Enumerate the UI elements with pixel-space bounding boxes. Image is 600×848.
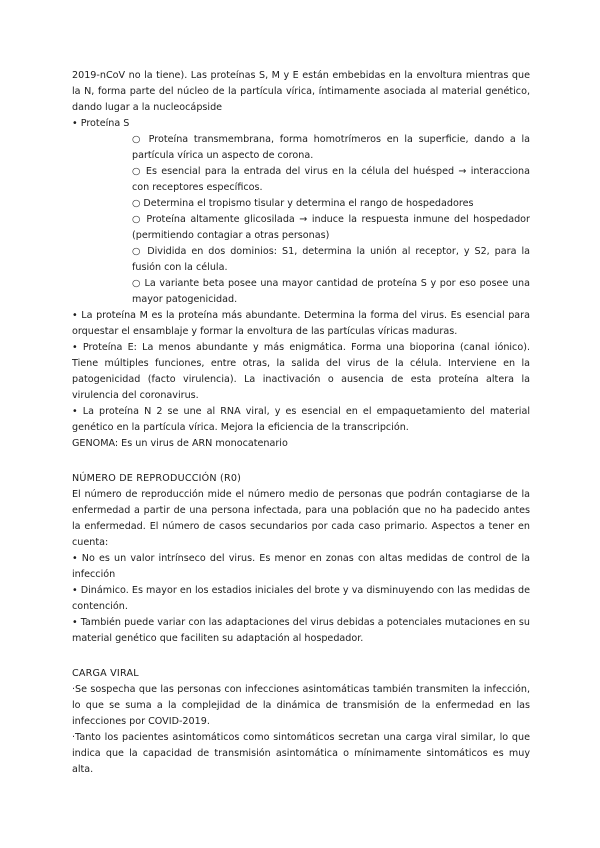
genome-line: GENOMA: Es un virus de ARN monocatenario (72, 438, 288, 449)
protein-s-title: • Proteína S (72, 118, 130, 129)
r0-bullet: • También puede variar con las adaptaciones del virus debidas a potenciales mutaciones en su material genético que faciliten su adaptación al hospedador. (72, 617, 530, 644)
viral-load-paragraph: ·Se sospecha que las personas con infecciones asintomáticas también transmiten la infección, lo que se suma a la complejidad de la dinámica de transmisión de la enfermedad en las infecciones por COVID-2019. (72, 684, 530, 727)
viral-load-heading: CARGA VIRAL (72, 668, 139, 679)
r0-bullet: • No es un valor intrínseco del virus. Es menor en zonas con altas medidas de control de la infección (72, 553, 530, 580)
protein-s-item: ○ Proteína transmembrana, forma homotrímeros en la superficie, dando a la partícula vírica un aspecto de corona. (132, 134, 530, 161)
r0-bullet: • Dinámico. Es mayor en los estadios iniciales del brote y va disminuyendo con las medidas de contención. (72, 585, 530, 612)
r0-heading: NÚMERO DE REPRODUCCIÓN (R0) (72, 473, 242, 484)
protein-s-item: ○ Dividida en dos dominios: S1, determina la unión al receptor, y S2, para la fusión con la célula. (132, 246, 530, 273)
protein-s-item: ○ Es esencial para la entrada del virus en la célula del huésped → interacciona con receptores específicos. (132, 166, 530, 193)
protein-n-bullet: • La proteína N 2 se une al RNA viral, y es esencial en el empaquetamiento del material genético en la partícula vírica. Mejora la eficiencia de la transcripción. (72, 406, 530, 433)
protein-s-item: ○ Determina el tropismo tisular y determina el rango de hospedadores (132, 198, 474, 209)
r0-paragraph: El número de reproducción mide el número medio de personas que podrán contagiarse de la enfermedad a partir de una persona infectada, para una población que no ha padecido antes la enfermedad. El número de casos secundarios por cada caso primario. Aspectos a tener en cuenta: (72, 489, 530, 548)
intro-paragraph: 2019-nCoV no la tiene). Las proteínas S, M y E están embebidas en la envoltura mientras que la N, forma parte del núcleo de la partícula vírica, íntimamente asociada al material genético, dando lugar a la nucleocápside (72, 70, 530, 113)
protein-s-item: ○ Proteína altamente glicosilada → induce la respuesta inmune del hospedador (permitiendo contagiar a otras personas) (132, 214, 530, 241)
protein-e-bullet: • Proteína E: La menos abundante y más enigmática. Forma una bioporina (canal iónico). Tiene múltiples funciones, entre otras, la salida del virus de la célula. Interviene en la patogenicidad (facto virulencia). La inactivación o ausencia de esta proteína altera la virulencia del coronavirus. (72, 342, 530, 401)
protein-m-bullet: • La proteína M es la proteína más abundante. Determina la forma del virus. Es esencial para orquestar el ensamblaje y formar la envoltura de las partículas víricas maduras. (72, 310, 530, 337)
viral-load-paragraph: ·Tanto los pacientes asintomáticos como sintomáticos secretan una carga viral similar, lo que indica que la capacidad de transmisión asintomática o mínimamente sintomáticos es muy alta. (72, 732, 530, 775)
protein-s-item: ○ La variante beta posee una mayor cantidad de proteína S y por eso posee una mayor patogenicidad. (132, 278, 530, 305)
